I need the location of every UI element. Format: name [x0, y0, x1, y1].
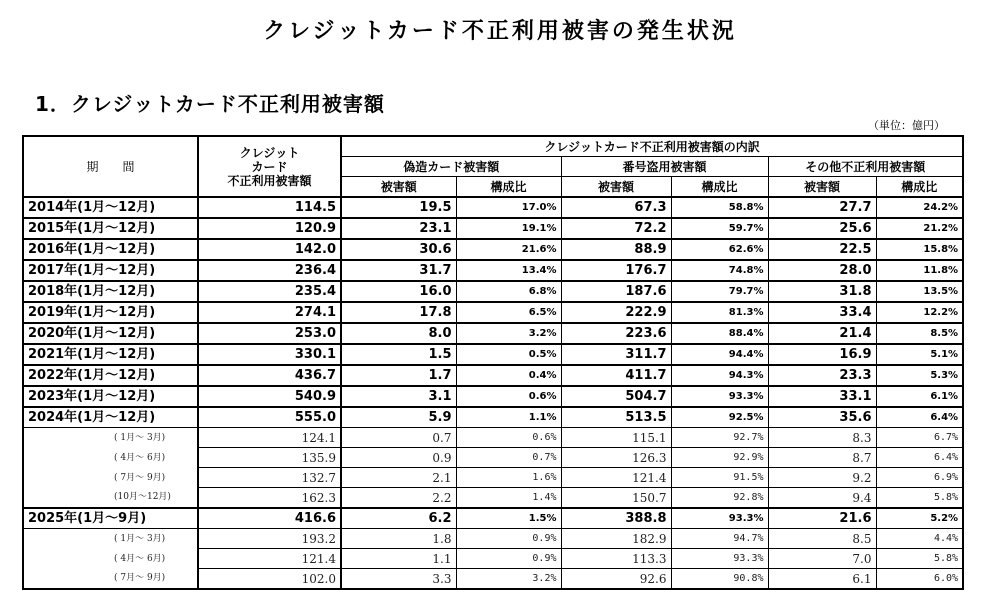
total-cell: 236.4 — [198, 260, 341, 281]
period-cell: 2018年(1月～12月) — [23, 281, 198, 302]
breakdown-header: クレジットカード不正利用被害額の内訳 — [341, 136, 963, 157]
period-cell: 2023年(1月～12月) — [23, 386, 198, 407]
counterfeit-amount-cell: 17.8 — [341, 302, 456, 323]
sub-header-amount: 被害額 — [768, 177, 876, 198]
other-ratio-cell: 15.8% — [876, 239, 963, 260]
counterfeit-ratio-cell: 1.5% — [456, 508, 561, 529]
counterfeit-amount-cell: 8.0 — [341, 323, 456, 344]
counterfeit-ratio-cell: 6.5% — [456, 302, 561, 323]
total-cell: 436.7 — [198, 365, 341, 386]
other-ratio-cell: 6.0% — [876, 569, 963, 590]
fraud-damage-table — [22, 135, 964, 590]
period-cell: 2021年(1月～12月) — [23, 344, 198, 365]
counterfeit-ratio-cell: 1.4% — [456, 488, 561, 509]
total-cell: 135.9 — [198, 448, 341, 468]
counterfeit-ratio-cell: 0.6% — [456, 428, 561, 448]
period-cell: (10月～12月) — [23, 488, 198, 509]
number-theft-amount-cell: 176.7 — [561, 260, 671, 281]
total-cell: 124.1 — [198, 428, 341, 448]
total-cell: 193.2 — [198, 529, 341, 549]
number-theft-amount-cell: 311.7 — [561, 344, 671, 365]
counterfeit-ratio-cell: 0.9% — [456, 529, 561, 549]
total-cell: 416.6 — [198, 508, 341, 529]
total-header-line2: カード — [251, 159, 288, 174]
counterfeit-amount-cell: 5.9 — [341, 407, 456, 428]
year-row — [23, 197, 963, 218]
counterfeit-ratio-cell: 0.6% — [456, 386, 561, 407]
period-cell: 2019年(1月～12月) — [23, 302, 198, 323]
counterfeit-ratio-cell: 0.9% — [456, 549, 561, 569]
total-header-line3: 不正利用被害額 — [227, 173, 312, 188]
period-cell: ( 4月～ 6月) — [23, 448, 198, 468]
group-header-number-theft: 番号盗用被害額 — [561, 157, 768, 177]
counterfeit-amount-cell: 6.2 — [341, 508, 456, 529]
number-theft-ratio-cell: 59.7% — [671, 218, 768, 239]
other-ratio-cell: 5.1% — [876, 344, 963, 365]
counterfeit-amount-cell: 31.7 — [341, 260, 456, 281]
other-ratio-cell: 5.3% — [876, 365, 963, 386]
number-theft-amount-cell: 126.3 — [561, 448, 671, 468]
number-theft-ratio-cell: 92.5% — [671, 407, 768, 428]
number-theft-ratio-cell: 94.7% — [671, 529, 768, 549]
counterfeit-amount-cell: 1.1 — [341, 549, 456, 569]
number-theft-ratio-cell: 88.4% — [671, 323, 768, 344]
number-theft-ratio-cell: 94.4% — [671, 344, 768, 365]
number-theft-ratio-cell: 79.7% — [671, 281, 768, 302]
counterfeit-ratio-cell: 3.2% — [456, 569, 561, 590]
other-ratio-cell: 4.4% — [876, 529, 963, 549]
number-theft-amount-cell: 513.5 — [561, 407, 671, 428]
number-theft-amount-cell: 222.9 — [561, 302, 671, 323]
quarter-row — [23, 428, 963, 448]
counterfeit-amount-cell: 1.8 — [341, 529, 456, 549]
period-header: 期 間 — [23, 136, 198, 197]
year-row — [23, 407, 963, 428]
unit-label: （単位：億円） — [868, 119, 945, 132]
number-theft-amount-cell: 187.6 — [561, 281, 671, 302]
number-theft-ratio-cell: 92.7% — [671, 428, 768, 448]
period-cell: 2014年(1月～12月) — [23, 197, 198, 218]
counterfeit-ratio-cell: 0.4% — [456, 365, 561, 386]
number-theft-ratio-cell: 94.3% — [671, 365, 768, 386]
period-cell: ( 1月～ 3月) — [23, 428, 198, 448]
year-row — [23, 302, 963, 323]
other-amount-cell: 35.6 — [768, 407, 876, 428]
counterfeit-ratio-cell: 17.0% — [456, 197, 561, 218]
other-ratio-cell: 11.8% — [876, 260, 963, 281]
number-theft-ratio-cell: 93.3% — [671, 549, 768, 569]
other-ratio-cell: 21.2% — [876, 218, 963, 239]
year-row — [23, 260, 963, 281]
other-amount-cell: 31.8 — [768, 281, 876, 302]
other-amount-cell: 21.6 — [768, 508, 876, 529]
quarter-row — [23, 529, 963, 549]
other-amount-cell: 6.1 — [768, 569, 876, 590]
other-ratio-cell: 6.7% — [876, 428, 963, 448]
total-header — [198, 136, 341, 197]
group-header-other: その他不正利用被害額 — [768, 157, 963, 177]
counterfeit-amount-cell: 1.5 — [341, 344, 456, 365]
total-cell: 121.4 — [198, 549, 341, 569]
period-cell: 2015年(1月～12月) — [23, 218, 198, 239]
total-header-line1: クレジット — [239, 145, 300, 160]
total-cell: 120.9 — [198, 218, 341, 239]
number-theft-amount-cell: 88.9 — [561, 239, 671, 260]
other-ratio-cell: 24.2% — [876, 197, 963, 218]
total-cell: 142.0 — [198, 239, 341, 260]
counterfeit-amount-cell: 0.7 — [341, 428, 456, 448]
other-ratio-cell: 6.1% — [876, 386, 963, 407]
total-cell: 253.0 — [198, 323, 341, 344]
other-amount-cell: 25.6 — [768, 218, 876, 239]
other-amount-cell: 23.3 — [768, 365, 876, 386]
counterfeit-amount-cell: 30.6 — [341, 239, 456, 260]
number-theft-amount-cell: 182.9 — [561, 529, 671, 549]
period-cell: 2022年(1月～12月) — [23, 365, 198, 386]
year-row — [23, 386, 963, 407]
quarter-row — [23, 549, 963, 569]
period-cell: 2025年(1月～9月) — [23, 508, 198, 529]
counterfeit-amount-cell: 2.2 — [341, 488, 456, 509]
counterfeit-amount-cell: 23.1 — [341, 218, 456, 239]
total-cell: 555.0 — [198, 407, 341, 428]
year-row — [23, 239, 963, 260]
quarter-row — [23, 569, 963, 590]
counterfeit-ratio-cell: 1.6% — [456, 468, 561, 488]
period-cell: ( 7月～ 9月) — [23, 468, 198, 488]
counterfeit-ratio-cell: 0.7% — [456, 448, 561, 468]
counterfeit-amount-cell: 0.9 — [341, 448, 456, 468]
other-ratio-cell: 8.5% — [876, 323, 963, 344]
number-theft-amount-cell: 411.7 — [561, 365, 671, 386]
year-row — [23, 365, 963, 386]
year-row — [23, 281, 963, 302]
period-cell: ( 4月～ 6月) — [23, 549, 198, 569]
number-theft-ratio-cell: 58.8% — [671, 197, 768, 218]
number-theft-ratio-cell: 93.3% — [671, 386, 768, 407]
other-ratio-cell: 6.4% — [876, 448, 963, 468]
counterfeit-amount-cell: 2.1 — [341, 468, 456, 488]
group-header-counterfeit: 偽造カード被害額 — [341, 157, 561, 177]
counterfeit-amount-cell: 16.0 — [341, 281, 456, 302]
number-theft-amount-cell: 150.7 — [561, 488, 671, 509]
sub-header-ratio: 構成比 — [671, 177, 768, 198]
section-title: 1．クレジットカード不正利用被害額 — [35, 92, 385, 116]
counterfeit-ratio-cell: 13.4% — [456, 260, 561, 281]
number-theft-amount-cell: 72.2 — [561, 218, 671, 239]
sub-header-ratio: 構成比 — [456, 177, 561, 198]
counterfeit-ratio-cell: 3.2% — [456, 323, 561, 344]
period-cell: 2017年(1月～12月) — [23, 260, 198, 281]
year-row — [23, 218, 963, 239]
number-theft-amount-cell: 113.3 — [561, 549, 671, 569]
number-theft-ratio-cell: 74.8% — [671, 260, 768, 281]
total-cell: 102.0 — [198, 569, 341, 590]
other-ratio-cell: 6.4% — [876, 407, 963, 428]
counterfeit-ratio-cell: 0.5% — [456, 344, 561, 365]
other-ratio-cell: 13.5% — [876, 281, 963, 302]
total-cell: 330.1 — [198, 344, 341, 365]
total-cell: 162.3 — [198, 488, 341, 509]
period-cell: 2020年(1月～12月) — [23, 323, 198, 344]
other-ratio-cell: 5.8% — [876, 549, 963, 569]
other-amount-cell: 22.5 — [768, 239, 876, 260]
period-cell: ( 7月～ 9月) — [23, 569, 198, 590]
other-amount-cell: 33.4 — [768, 302, 876, 323]
quarter-row — [23, 468, 963, 488]
period-cell: 2016年(1月～12月) — [23, 239, 198, 260]
counterfeit-amount-cell: 3.3 — [341, 569, 456, 590]
number-theft-ratio-cell: 93.3% — [671, 508, 768, 529]
number-theft-amount-cell: 67.3 — [561, 197, 671, 218]
number-theft-amount-cell: 504.7 — [561, 386, 671, 407]
counterfeit-ratio-cell: 21.6% — [456, 239, 561, 260]
number-theft-amount-cell: 388.8 — [561, 508, 671, 529]
total-cell: 540.9 — [198, 386, 341, 407]
other-amount-cell: 28.0 — [768, 260, 876, 281]
table-body — [23, 197, 963, 589]
total-cell: 235.4 — [198, 281, 341, 302]
number-theft-amount-cell: 223.6 — [561, 323, 671, 344]
other-amount-cell: 9.4 — [768, 488, 876, 509]
year-row — [23, 508, 963, 529]
year-row — [23, 323, 963, 344]
sub-header-ratio: 構成比 — [876, 177, 963, 198]
number-theft-ratio-cell: 62.6% — [671, 239, 768, 260]
other-ratio-cell: 5.2% — [876, 508, 963, 529]
sub-header-amount: 被害額 — [561, 177, 671, 198]
period-cell: ( 1月～ 3月) — [23, 529, 198, 549]
other-ratio-cell: 5.8% — [876, 488, 963, 509]
period-cell: 2024年(1月～12月) — [23, 407, 198, 428]
number-theft-ratio-cell: 92.9% — [671, 448, 768, 468]
other-amount-cell: 8.7 — [768, 448, 876, 468]
other-amount-cell: 16.9 — [768, 344, 876, 365]
other-amount-cell: 8.3 — [768, 428, 876, 448]
other-amount-cell: 33.1 — [768, 386, 876, 407]
number-theft-amount-cell: 92.6 — [561, 569, 671, 590]
counterfeit-amount-cell: 3.1 — [341, 386, 456, 407]
other-amount-cell: 27.7 — [768, 197, 876, 218]
total-cell: 132.7 — [198, 468, 341, 488]
counterfeit-ratio-cell: 6.8% — [456, 281, 561, 302]
number-theft-amount-cell: 115.1 — [561, 428, 671, 448]
number-theft-ratio-cell: 91.5% — [671, 468, 768, 488]
other-ratio-cell: 6.9% — [876, 468, 963, 488]
number-theft-ratio-cell: 90.8% — [671, 569, 768, 590]
quarter-row — [23, 448, 963, 468]
other-amount-cell: 21.4 — [768, 323, 876, 344]
total-cell: 114.5 — [198, 197, 341, 218]
sub-header-amount: 被害額 — [341, 177, 456, 198]
counterfeit-ratio-cell: 1.1% — [456, 407, 561, 428]
number-theft-ratio-cell: 92.8% — [671, 488, 768, 509]
other-ratio-cell: 12.2% — [876, 302, 963, 323]
total-cell: 274.1 — [198, 302, 341, 323]
other-amount-cell: 9.2 — [768, 468, 876, 488]
counterfeit-amount-cell: 1.7 — [341, 365, 456, 386]
number-theft-ratio-cell: 81.3% — [671, 302, 768, 323]
other-amount-cell: 7.0 — [768, 549, 876, 569]
other-amount-cell: 8.5 — [768, 529, 876, 549]
counterfeit-ratio-cell: 19.1% — [456, 218, 561, 239]
page-title: クレジットカード不正利用被害の発生状況 — [263, 19, 737, 44]
year-row — [23, 344, 963, 365]
quarter-row — [23, 488, 963, 509]
counterfeit-amount-cell: 19.5 — [341, 197, 456, 218]
number-theft-amount-cell: 121.4 — [561, 468, 671, 488]
